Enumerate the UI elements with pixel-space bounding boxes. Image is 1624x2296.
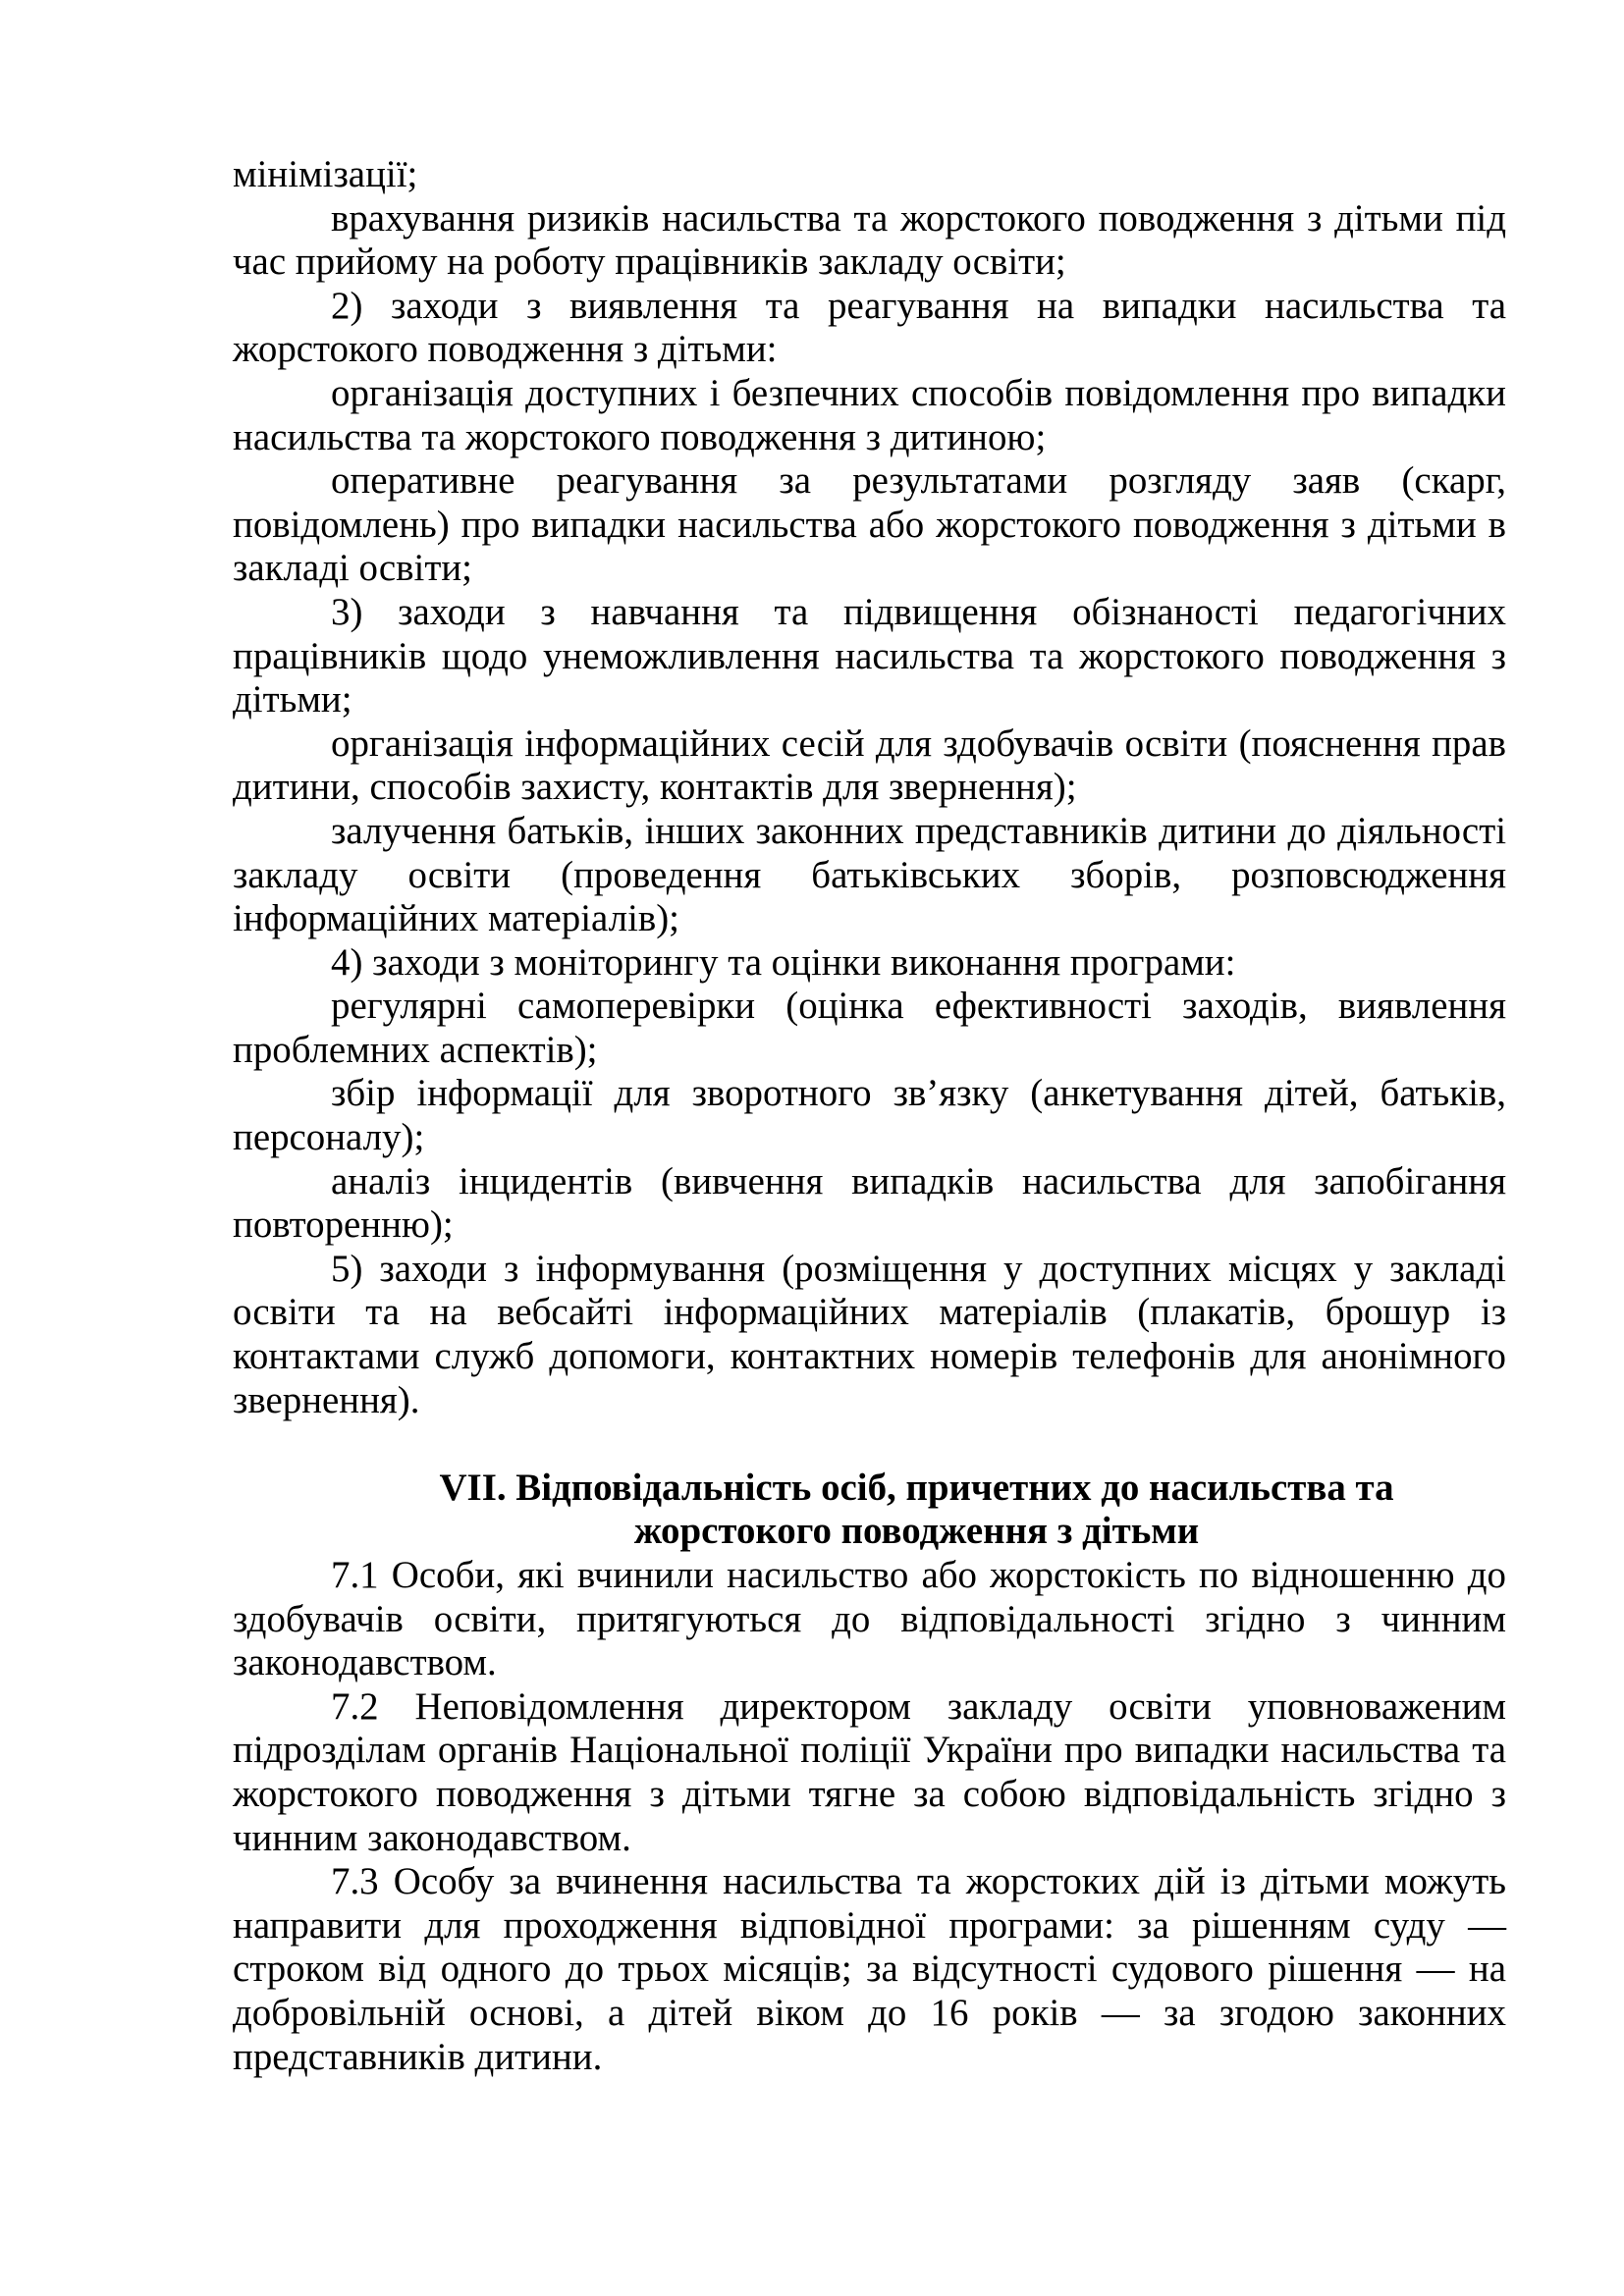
section-heading (327, 1467, 1506, 1554)
paragraph-parent-involvement: залучення батьків, інших законних представників дитини до діяльності закладу освіти (проведення батьківських зборів, розповсюдження інформаційних матеріалів); (233, 809, 1506, 940)
document-page (233, 153, 1506, 2079)
paragraph-monitoring-measures: 4) заходи з моніторингу та оцінки виконання програми: (331, 940, 1236, 984)
paragraph-information-measures: 5) заходи з інформування (розміщення у доступних місцях у закладі освіти та на вебсайті інформаційних матеріалів (плакатів, брошур із контактами служб допомоги, контактних номерів телефонів для анонімного звернення). (233, 1247, 1506, 1421)
paragraph-training-measures: 3) заходи з навчання та підвищення обізнаності педагогічних працівників щодо унеможливлення насильства та жорстокого поводження з дітьми; (233, 590, 1506, 721)
paragraph-info-sessions: організація інформаційних сесій для здобувачів освіти (пояснення прав дитини, способів захисту, контактів для звернення); (233, 721, 1506, 809)
paragraph-incident-analysis: аналіз інцидентів (вивчення випадків насильства для запобігання повторенню); (233, 1159, 1506, 1247)
paragraph-7-1: 7.1 Особи, які вчинили насильство або жорстокість по відношенню до здобувачів освіти, притягуються до відповідальності згідно з чинним законодавством. (233, 1554, 1506, 1684)
paragraph-reporting-channels: організація доступних і безпечних способів повідомлення про випадки насильства та жорстокого поводження з дитиною; (233, 371, 1506, 458)
paragraph-7-2: 7.2 Неповідомлення директором закладу освіти уповноваженим підрозділам органів Національної поліції України про випадки насильства та жорстокого поводження з дітьми тягне за собою відповідальність згідно з чинним законодавством. (233, 1684, 1506, 1859)
paragraph-self-assessment: регулярні самоперевірки (оцінка ефективності заходів, виявлення проблемних аспектів); (233, 985, 1506, 1071)
section-heading-line-1: VII. Відповідальність осіб, причетних до насильства та (439, 1466, 1394, 1509)
paragraph-rapid-response: оперативне реагування за результатами розгляду заяв (скарг, повідомлень) про випадки насильства або жорстокого поводження з дітьми в закладі освіти; (233, 459, 1506, 590)
section-heading-line-2: жорстокого поводження з дітьми (633, 1510, 1200, 1553)
paragraph-detection-measures: 2) заходи з виявлення та реагування на випадки насильства та жорстокого поводження з дітьми: (233, 284, 1506, 371)
paragraph-feedback-collection: збір інформації для зворотного зв’язку (анкетування дітей, батьків, персоналу); (233, 1072, 1506, 1159)
paragraph-hiring-risks: врахування ризиків насильства та жорстокого поводження з дітьми під час прийому на роботу працівників закладу освіти; (233, 196, 1506, 284)
paragraph-minimization-continuation: мінімізації; (233, 153, 418, 195)
paragraph-7-3: 7.3 Особу за вчинення насильства та жорстоких дій із дітьми можуть направити для проходження відповідної програми: за рішенням суду — строком від одного до трьох місяців; за відсутності судового рішення — на добровільній основі, а дітей віком до 16 років — за згодою законних представників дитини. (233, 1860, 1506, 2078)
